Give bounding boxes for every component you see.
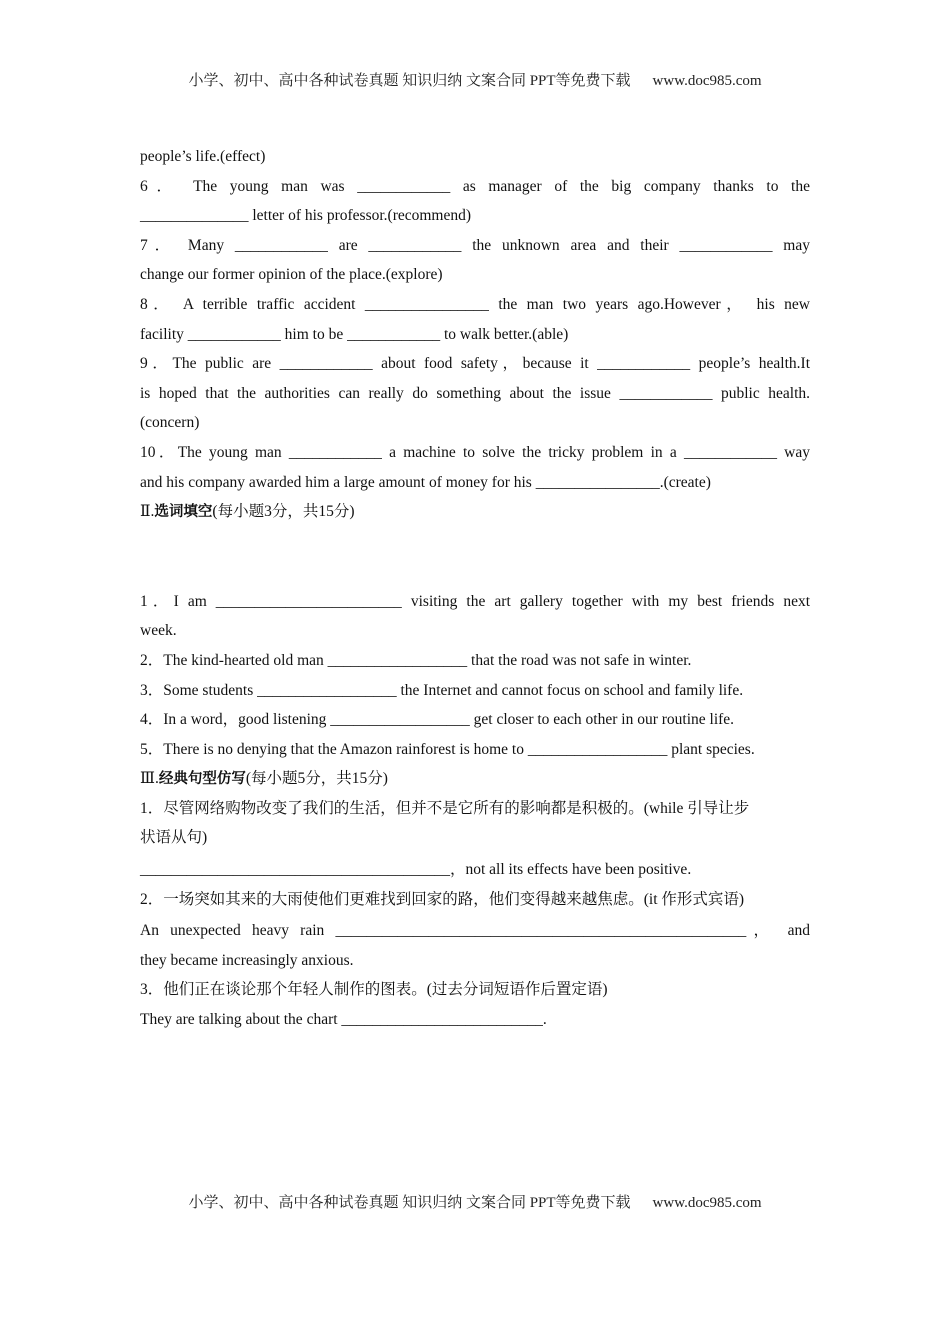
section-word-forms [140, 142, 810, 497]
question-8-line: 8． A terrible traffic accident ________________ the man two years ago.However， his new [140, 295, 810, 313]
section-3-numeral: Ⅲ. [140, 770, 159, 788]
question-6-line: 6． The young man was ____________ as manager of the big company thanks to the [140, 177, 810, 195]
section-word-choice [140, 587, 810, 765]
question-10-line-cont: and his company awarded him a large amount of money for his ________________.(create) [140, 473, 711, 491]
choice-question-1-line: 1．I am ________________________ visiting the art gallery together with my best friends next [140, 592, 810, 610]
imitation-question-1-prompt-cont: 状语从句) [140, 829, 208, 847]
question-9-line-end: (concern) [140, 414, 200, 432]
section-2-title: 选词填空 [154, 504, 213, 521]
question-7-line-cont: change our former opinion of the place.(explore) [140, 266, 443, 284]
section-2-score: (每小题3分，共15分) [212, 503, 355, 521]
imitation-question-2-prompt: 2．一场突如其来的大雨使他们更难找到回家的路，他们变得越来越焦虑。(it 作形式宾语) [140, 890, 745, 908]
question-8-line-cont: facility ____________ him to be ____________ to walk better.(able) [140, 325, 569, 343]
footer-text: 小学、初中、高中各种试卷真题 知识归纳 文案合同 PPT等免费下载 [188, 1195, 631, 1211]
header-site-link[interactable]: www.doc985.com [652, 73, 762, 89]
section-2-numeral: Ⅱ. [140, 503, 155, 521]
question-6-line-cont: ______________ letter of his professor.(recommend) [140, 207, 472, 225]
choice-question-2-line: 2．The kind-hearted old man __________________ that the road was not safe in winter. [140, 651, 692, 669]
page-header [0, 69, 950, 90]
section-3-heading [140, 764, 810, 794]
imitation-question-2-answer: An unexpected heavy rain _____________________________________________________， and [140, 922, 810, 940]
section-sentence-imitation [140, 794, 810, 1035]
choice-question-5-line: 5．There is no denying that the Amazon rainforest is home to __________________ plant species. [140, 740, 755, 758]
question-10-line: 10．The young man ____________ a machine to solve the tricky problem in a ____________ way [140, 443, 810, 461]
page-footer [0, 1191, 950, 1212]
choice-question-4-line: 4．In a word，good listening __________________ get closer to each other in our routine life. [140, 711, 735, 729]
spacer [140, 527, 810, 587]
section-3-score: (每小题5分，共15分) [245, 770, 388, 788]
worksheet-content [140, 142, 810, 1035]
section-2-heading [140, 497, 810, 527]
question-9-line-cont: is hoped that the authorities can really do something about the issue ____________ public health. [140, 384, 810, 402]
header-text: 小学、初中、高中各种试卷真题 知识归纳 文案合同 PPT等免费下载 [188, 73, 631, 89]
question-7-line: 7． Many ____________ are ____________ the unknown area and their ____________ may [140, 236, 810, 254]
imitation-question-3-prompt: 3．他们正在谈论那个年轻人制作的图表。(过去分词短语作后置定语) [140, 981, 608, 999]
imitation-question-1-prompt: 1．尽管网络购物改变了我们的生活，但并不是它所有的影响都是积极的。(while 引导让步 [140, 799, 750, 817]
choice-question-1-line-cont: week. [140, 622, 177, 640]
choice-question-3-line: 3．Some students __________________ the Internet and cannot focus on school and family life. [140, 681, 744, 699]
imitation-question-3-answer: They are talking about the chart __________________________. [140, 1011, 547, 1029]
text-line: people’s life.(effect) [140, 148, 266, 165]
imitation-question-2-answer-cont: they became increasingly anxious. [140, 951, 354, 969]
section-3-title: 经典句型仿写 [158, 771, 246, 788]
imitation-question-1-answer: ________________________________________，not all its effects have been positive. [140, 861, 692, 879]
question-9-line: 9．The public are ____________ about food safety，because it ____________ people’s health.It [140, 355, 810, 373]
footer-site-link[interactable]: www.doc985.com [652, 1195, 762, 1211]
